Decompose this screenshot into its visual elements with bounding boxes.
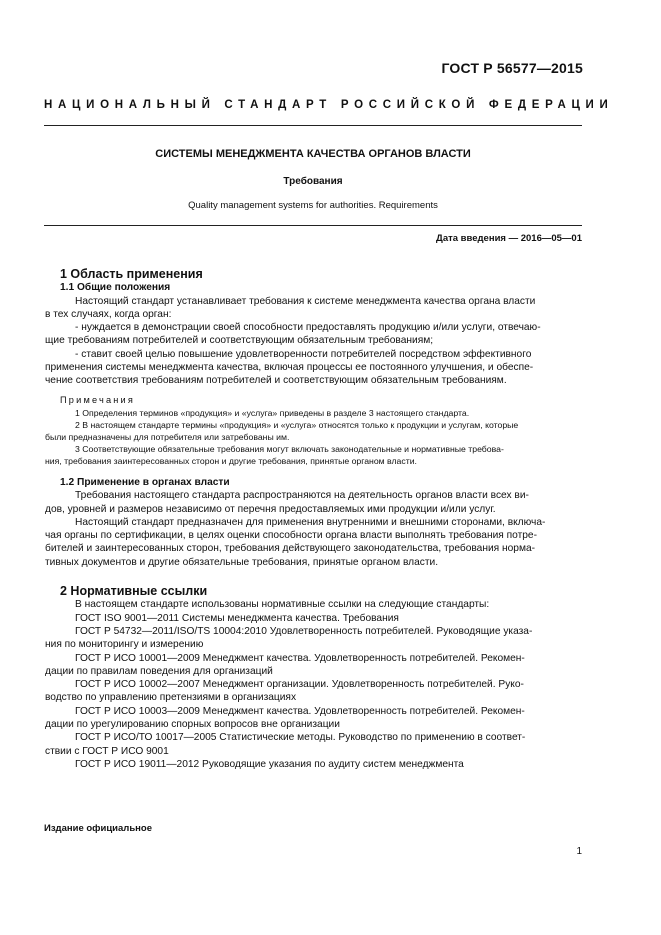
official-edition-label: Издание официальное: [44, 823, 152, 834]
note-item: 1 Определения терминов «продукция» и «услуга» приведены в разделе 3 настоящего стандарта.: [75, 407, 470, 418]
reference-item: ГОСТ Р ИСО 10001—2009 Менеджмент качества. Удовлетворенность потребителей. Рекомен-: [75, 652, 525, 664]
bullet-continuation: щие требованиям потребителей и соответствующим обязательным требованиям;: [45, 335, 434, 347]
paragraph-continuation: в тех случаях, когда орган:: [45, 308, 172, 320]
reference-continuation: ствии с ГОСТ Р ИСО 9001: [45, 745, 169, 757]
note-item: 2 В настоящем стандарте термины «продукция» и «услуга» относятся только к продукции и услугам, которые: [75, 419, 519, 430]
page-number: 1: [576, 846, 582, 857]
middle-divider: [44, 225, 582, 226]
reference-continuation: дации по правилам поведения для организаций: [45, 665, 273, 677]
paragraph-continuation: дов, уровней и размеров независимо от перечня предоставляемых ими продукции и/или услуг.: [45, 503, 496, 515]
reference-item: ГОСТ Р 54732—2011/ISO/TS 10004:2010 Удовлетворенность потребителей. Руководящие указа-: [75, 625, 533, 637]
document-id: ГОСТ Р 56577—2015: [441, 60, 583, 76]
note-item: 3 Соответствующие обязательные требования могут включать законодательные и нормативные требова-: [75, 443, 504, 454]
english-title: Quality management systems for authorities. Requirements: [188, 200, 438, 211]
bullet-continuation: применения системы менеджмента качества, включая процессы ее постоянного улучшения, и обеспе-: [45, 362, 534, 374]
reference-item: ГОСТ Р ИСО 10002—2007 Менеджмент организации. Удовлетворенность потребителей. Руко-: [75, 679, 524, 691]
reference-continuation: дации по урегулированию спорных вопросов вне организации: [45, 719, 340, 731]
spacer: [60, 467, 582, 476]
document-title: СИСТЕМЫ МЕНЕДЖМЕНТА КАЧЕСТВА ОРГАНОВ ВЛАСТИ: [155, 148, 471, 160]
document-subtitle: Требования: [283, 176, 343, 187]
spacer: [60, 569, 582, 585]
note-continuation: ния, требования заинтересованных сторон и другие требования, принятые органом власти.: [45, 455, 417, 466]
paragraph-continuation: чая органы по сертификации, в целях оценки способности органа власти выполнять требования потре-: [45, 530, 537, 542]
section-1-heading: 1 Область применения: [60, 267, 203, 281]
paragraph: Требования настоящего стандарта распространяются на деятельность органов власти всех ви-: [75, 490, 529, 502]
section-2-heading: 2 Нормативные ссылки: [60, 584, 208, 599]
document-body: [45, 267, 582, 771]
notes-heading: Примечания: [60, 394, 136, 405]
national-standard-caption: НАЦИОНАЛЬНЫЙ СТАНДАРТ РОССИЙСКОЙ ФЕДЕРАЦИИ: [44, 99, 614, 111]
bullet-item: - нуждается в демонстрации своей способности предоставлять продукцию и/или услуги, отвечаю-: [75, 322, 541, 334]
reference-continuation: ния по мониторингу и измерению: [45, 639, 204, 651]
top-divider: [44, 125, 582, 126]
note-continuation: были предназначены для потребителя или затребованы им.: [45, 431, 290, 442]
introduction-date: Дата введения — 2016—05—01: [436, 233, 582, 244]
bullet-continuation: чение соответствия требованиям потребителей и соответствующим обязательным требованиям.: [45, 375, 507, 387]
reference-continuation: водство по управлению претензиями в организациях: [45, 692, 297, 704]
paragraph: Настоящий стандарт устанавливает требования к системе менеджмента качества органа власти: [75, 295, 536, 307]
subsection-1-1-heading: 1.1 Общие положения: [60, 282, 171, 294]
reference-item: ГОСТ ISO 9001—2011 Системы менеджмента качества. Требования: [75, 612, 399, 624]
references-intro: В настоящем стандарте использованы нормативные ссылки на следующие стандарты:: [75, 599, 490, 611]
reference-item: ГОСТ Р ИСО 19011—2012 Руководящие указания по аудиту систем менеджмента: [75, 758, 464, 770]
subsection-1-2-heading: 1.2 Применение в органах власти: [60, 476, 230, 488]
reference-item: ГОСТ Р ИСО/ТО 10017—2005 Статистические методы. Руководство по применению в соответ-: [75, 732, 526, 744]
reference-item: ГОСТ Р ИСО 10003—2009 Менеджмент качества. Удовлетворенность потребителей. Рекомен-: [75, 705, 525, 717]
paragraph-continuation: тивных документов и другие обязательные требования, принятые органом власти.: [45, 556, 439, 568]
bullet-item: - ставит своей целью повышение удовлетворенности потребителей посредством эффективного: [75, 348, 532, 360]
paragraph: Настоящий стандарт предназначен для применения внутренними и внешними сторонами, включа-: [75, 516, 546, 528]
paragraph-continuation: бителей и заинтересованных сторон, требования действующего законодательства, требования норма-: [45, 543, 536, 555]
